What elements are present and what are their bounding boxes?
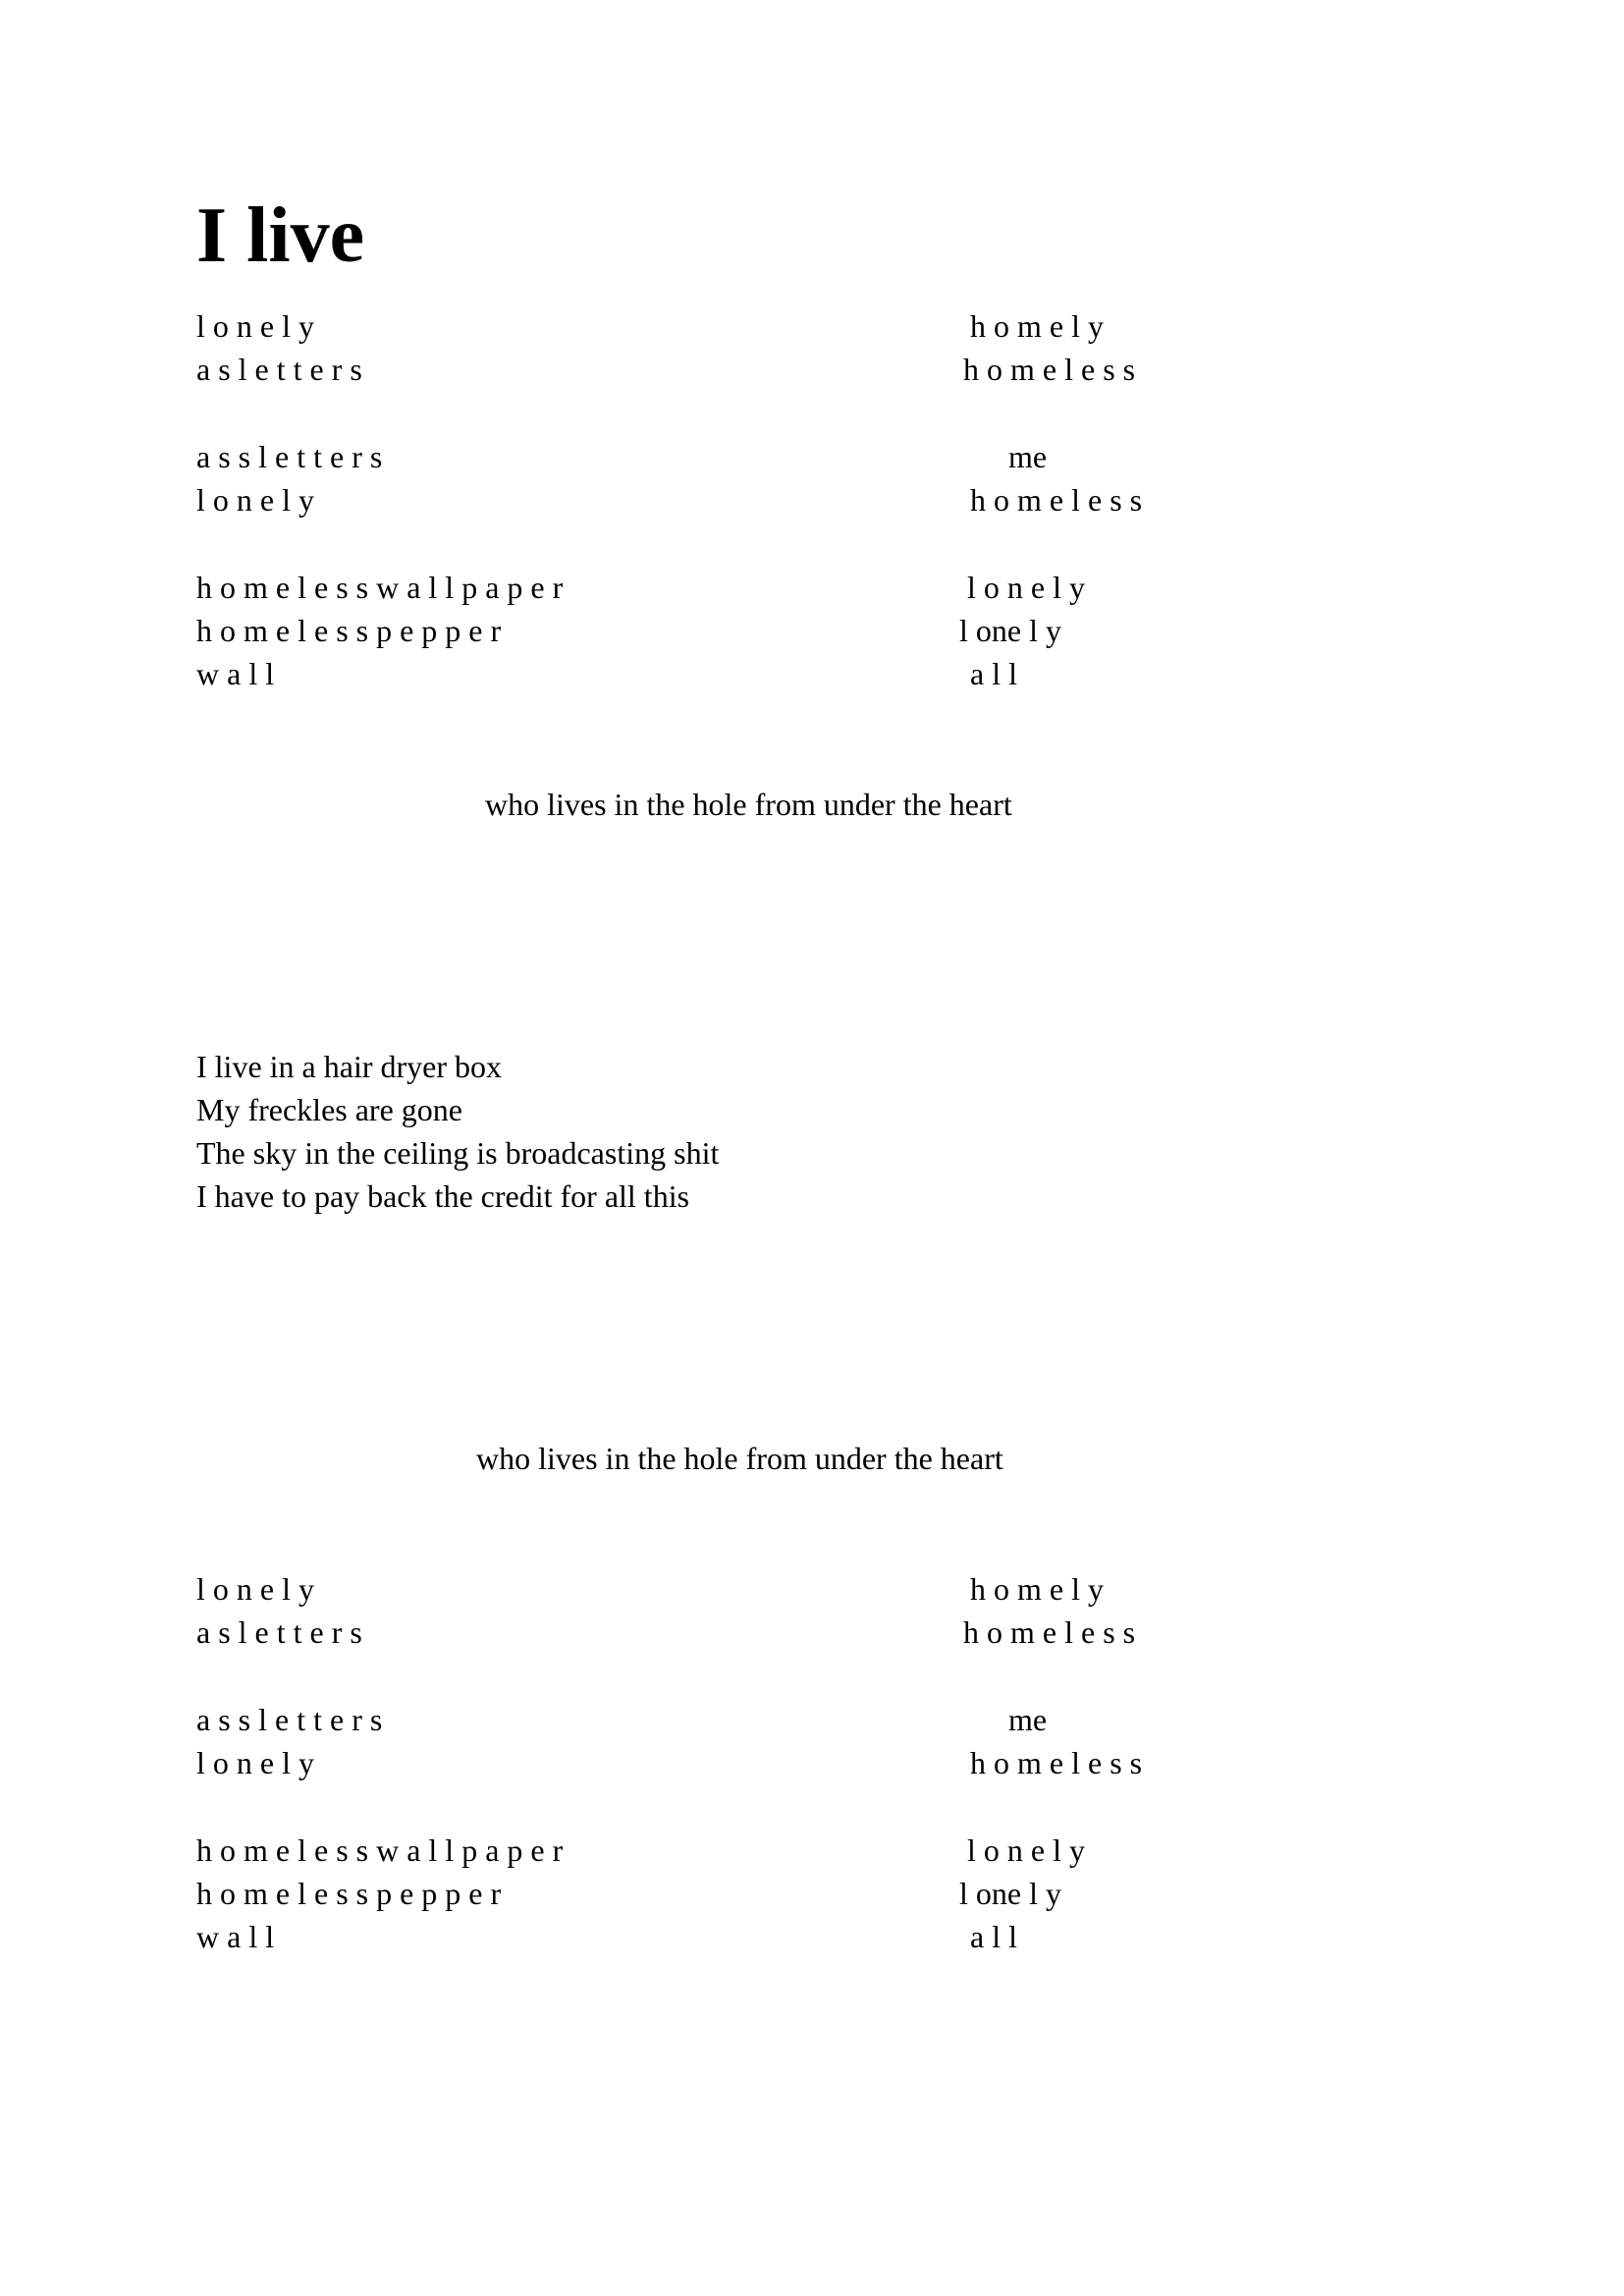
refrain-2: who lives in the hole from under the heart	[476, 1441, 1003, 1476]
block1-right-line-5: h o m e l e s s	[970, 482, 1143, 518]
block2-right-line-4: me	[1008, 1702, 1048, 1737]
block2-left-line-5: l o n e l y	[196, 1745, 314, 1780]
block1-left-line-7: h o m e l e s s w a l l p a p e r	[196, 570, 564, 605]
verse-line-2: My freckles are gone	[196, 1092, 462, 1127]
block2-right-line-5: h o m e l e s s	[970, 1745, 1143, 1780]
block2-right-line-1: h o m e l y	[970, 1571, 1104, 1607]
block1-left-line-2: a s l e t t e r s	[196, 352, 362, 387]
block2-right-line-7: l o n e l y	[967, 1832, 1085, 1868]
block1-left-line-8: h o m e l e s s p e p p e r	[196, 613, 502, 648]
block2-left-line-9: w a l l	[196, 1919, 275, 1954]
block1-right-line-8: l one l y	[959, 613, 1061, 648]
block1-right-line-4: me	[1008, 439, 1048, 474]
poem-title: I live	[196, 192, 365, 279]
block2-right-line-8: l one l y	[959, 1876, 1061, 1911]
block1-left-line-9: w a l l	[196, 656, 275, 691]
refrain-1: who lives in the hole from under the heart	[485, 787, 1012, 822]
block1-right-line-9: a l l	[970, 656, 1017, 691]
block1-left-line-4: a s s l e t t e r s	[196, 439, 383, 474]
block1-right-line-2: h o m e l e s s	[963, 352, 1136, 387]
block2-left-line-8: h o m e l e s s p e p p e r	[196, 1876, 502, 1911]
verse-line-3: The sky in the ceiling is broadcasting shit	[196, 1135, 720, 1171]
block2-left-line-2: a s l e t t e r s	[196, 1614, 362, 1650]
block1-right-line-1: h o m e l y	[970, 308, 1104, 344]
block1-left-line-5: l o n e l y	[196, 482, 314, 518]
verse-line-4: I have to pay back the credit for all this	[196, 1178, 690, 1214]
block2-right-line-9: a l l	[970, 1919, 1017, 1954]
verse-line-1: I live in a hair dryer box	[196, 1049, 502, 1084]
block2-left-line-4: a s s l e t t e r s	[196, 1702, 383, 1737]
block1-right-line-7: l o n e l y	[967, 570, 1085, 605]
block2-left-line-7: h o m e l e s s w a l l p a p e r	[196, 1832, 564, 1868]
block2-right-line-2: h o m e l e s s	[963, 1614, 1136, 1650]
block2-left-line-1: l o n e l y	[196, 1571, 314, 1607]
block1-left-line-1: l o n e l y	[196, 308, 314, 344]
